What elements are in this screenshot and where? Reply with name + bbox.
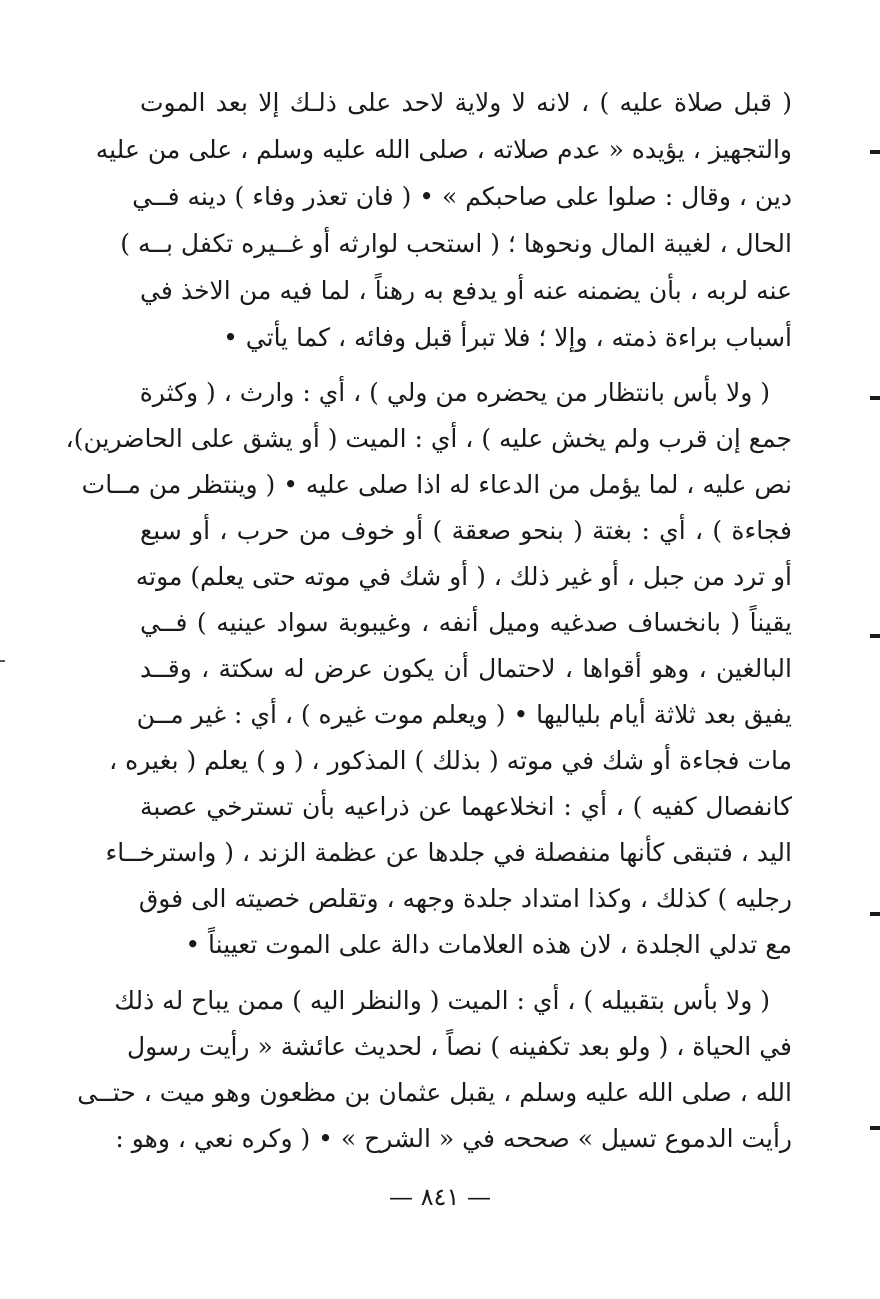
text-line: أسباب براءة ذمته ، وإلا ؛ فلا تبرأ قبل وفائه ، كما يأتي • (223, 323, 792, 352)
text-line: جمع إن قرب ولم يخش عليه ) ، أي : الميت ( أو يشق على الحاضرين)، (65, 424, 792, 453)
text-line: البالغين ، وهو أقواها ، لاحتمال أن يكون عرض له سكتة ، وقــد (140, 654, 792, 683)
text-line: ( ولا بأس بتقبيله ) ، أي : الميت ( والنظر اليه ) ممن يباح له ذلك (114, 986, 770, 1015)
text-line: نص عليه ، لما يؤمل من الدعاء له اذا صلى عليه • ( وينتظر من مــات (81, 470, 792, 499)
text-line: في الحياة ، ( ولو بعد تكفينه ) نصاً ، لحديث عائشة « رأيت رسول (126, 1032, 792, 1061)
scan-edge-mark (870, 1126, 880, 1130)
text-line: الله ، صلى الله عليه وسلم ، يقبل عثمان بن مظعون وهو ميت ، حتــى (77, 1078, 792, 1107)
text-line: يقيناً ( بانخساف صدغيه وميل أنفه ، وغيبوبة سواد عينيه ) فــي (140, 608, 792, 637)
text-line: اليد ، فتبقى كأنها منفصلة في جلدها عن عظمة الزند ، ( واسترخــاء (105, 838, 792, 867)
text-line: ( ولا بأس بانتظار من يحضره من ولي ) ، أي : وارث ، ( وكثرة (139, 378, 770, 407)
scan-edge-mark (870, 912, 880, 916)
page-number: — ٨٤١ — (389, 1183, 491, 1211)
scan-edge-mark (870, 634, 880, 638)
scan-edge-mark (870, 396, 880, 400)
text-line: يفيق بعد ثلاثة أيام بلياليها • ( ويعلم موت غيره ) ، أي : غير مــن (136, 700, 792, 729)
text-line: عنه لربه ، بأن يضمنه عنه أو يدفع به رهناً ، لما فيه من الاخذ في (140, 276, 792, 305)
text-line: رجليه ) كذلك ، وكذا امتداد جلدة وجهه ، وتقلص خصيته الى فوق (138, 884, 792, 913)
text-line: الحال ، لغيبة المال ونحوها ؛ ( استحب لوارثه أو غــيره تكفل بــه ) (120, 229, 792, 258)
text-line: مع تدلي الجلدة ، لان هذه العلامات دالة على الموت تعييناً • (185, 930, 792, 959)
text-line: كانفصال كفيه ) ، أي : انخلاعهما عن ذراعيه بأن تسترخي عصبة (140, 792, 792, 821)
scan-edge-mark (870, 150, 880, 154)
text-line: رأيت الدموع تسيل » صححه في « الشرح » • ( وكره نعي ، وهو : (115, 1124, 792, 1153)
text-line: مات فجاءة أو شك في موته ( بذلك ) المذكور ، ( و ) يعلم ( بغيره ، (109, 746, 792, 775)
scan-edge-mark (0, 660, 5, 662)
text-line: دين ، وقال : صلوا على صاحبكم » • ( فان تعذر وفاء ) دينه فــي (132, 182, 792, 211)
text-line: والتجهيز ، يؤيده « عدم صلاته ، صلى الله عليه وسلم ، على من عليه (95, 135, 792, 164)
text-line: فجاءة ) ، أي : بغتة ( بنحو صعقة ) أو خوف من حرب ، أو سبع (140, 516, 792, 545)
text-line: أو ترد من جبل ، أو غير ذلك ، ( أو شك في موته حتى يعلم) موته (135, 562, 792, 591)
text-line: ( قبل صلاة عليه ) ، لانه لا ولاية لاحد على ذلـك إلا بعد الموت (140, 88, 792, 117)
